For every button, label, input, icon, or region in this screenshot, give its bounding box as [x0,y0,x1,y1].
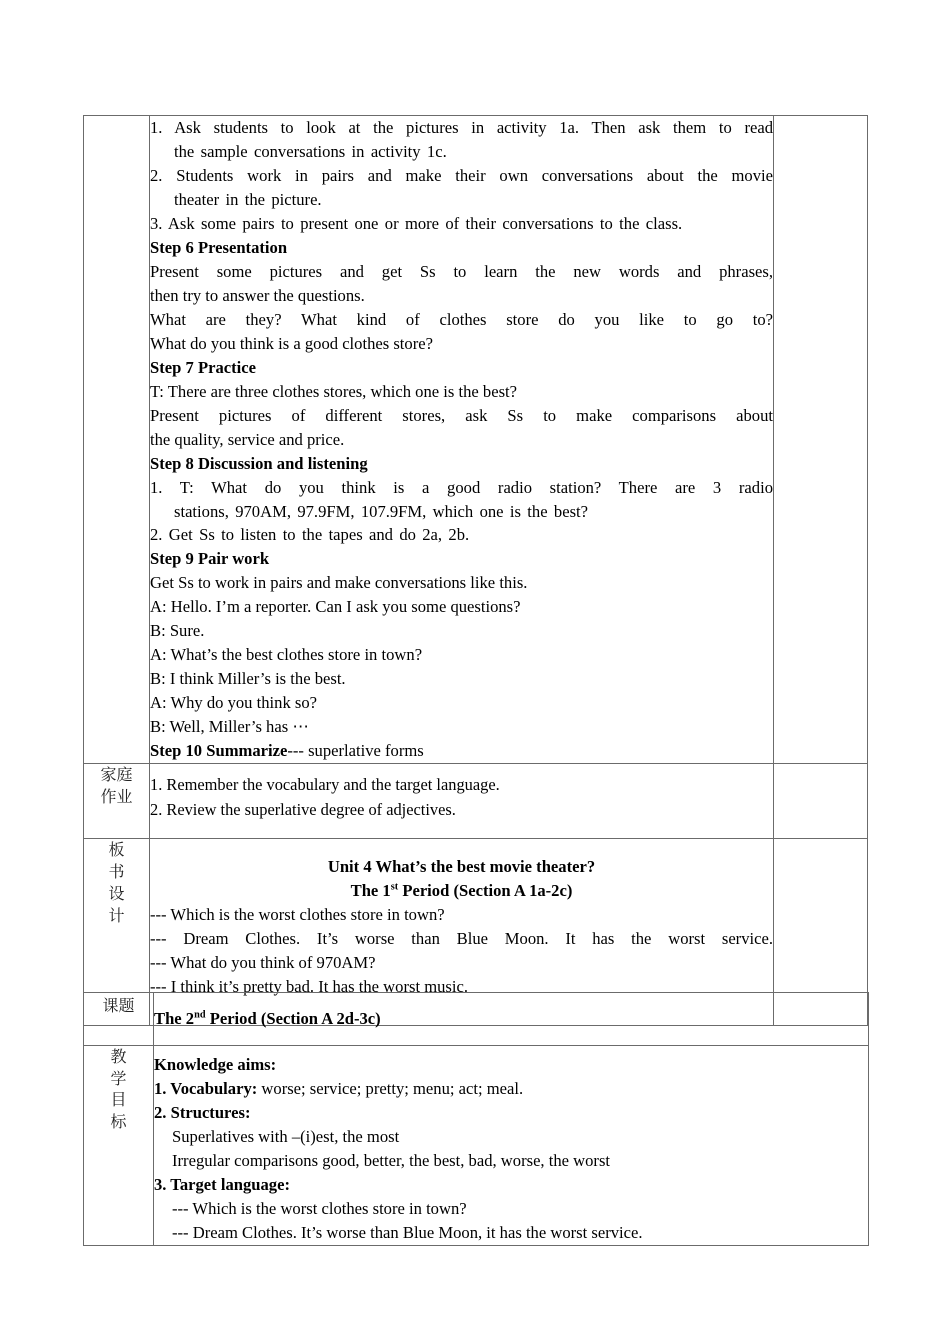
board-qa-line-4: --- I think it’s pretty bad. It has the worst music. [150,977,468,997]
step-8-item-2: 2. Get Ss to listen to the tapes and do 2a, 2b. [150,525,470,545]
objective-structures-heading: 2. Structures: [154,1102,251,1122]
objective-vocabulary [154,1077,868,1101]
step-9-intro: Get Ss to work in pairs and make conversations like this. [150,573,528,593]
board-design-label-char-1: 板 [108,840,125,860]
period-2-title-prefix: The 2 [154,1009,195,1028]
board-title-period [150,879,773,903]
topic-label: 课题 [102,996,135,1015]
homework-cell [150,764,774,839]
lesson-plan-table-period2 [83,992,869,1246]
step-8-heading: Step 8 Discussion and listening [150,453,368,473]
homework-item-2: 2. Review the superlative degree of adjectives. [150,799,456,819]
objective-target-line2: --- Dream Clothes. It’s worse than Blue Moon, it has the worst service. [172,1222,643,1242]
step-6-line1: Present some pictures and get Ss to learn the new words and phrases, [150,261,773,281]
teaching-objectives-label-char-2: 学 [110,1068,127,1088]
table-row [84,1045,869,1245]
notes-column-empty [774,764,868,839]
board-title-period-prefix: The 1 [350,881,391,901]
period-2-title-suffix: Period (Section A 2d-3c) [205,1009,381,1028]
row-label-empty [84,116,150,764]
knowledge-aims-heading: Knowledge aims: [154,1054,277,1074]
objective-target-line1: --- Which is the worst clothes store in town? [172,1198,467,1218]
procedure-item-2-line2: theater in the picture. [174,189,322,209]
objective-vocabulary-list: worse; service; pretty; menu; act; meal. [257,1078,524,1098]
dialogue-line-b3: B: Well, Miller’s has ⋯ [150,717,309,737]
objective-structures-line2: Irregular comparisons good, better, the best, bad, worse, the worst [172,1150,611,1170]
teaching-objectives-label-char-3: 目 [110,1090,127,1110]
teaching-objectives-label-char-1: 教 [110,1046,127,1066]
dialogue-line-a2: A: What’s the best clothes store in town? [150,645,423,665]
step-7-line1: T: There are three clothes stores, which one is the best? [150,381,518,401]
procedure-item-2-line1: 2. Students work in pairs and make their own conversations about the movie [150,165,773,185]
step-10-line [150,739,773,763]
step-10-detail: --- superlative forms [287,741,424,761]
step-7-line3: the quality, service and price. [150,429,345,449]
board-design-label-char-4: 计 [108,905,125,925]
step-8-item-1-line2: stations, 970AM, 97.9FM, 107.9FM, which one is the best? [174,501,589,521]
row-label-homework [84,764,150,839]
board-qa-line-3: --- What do you think of 970AM? [150,953,376,973]
step-10-heading: Step 10 Summarize [150,741,288,761]
board-qa-line-1: --- Which is the worst clothes store in town? [150,905,445,925]
dialogue-line-b1: B: Sure. [150,621,205,641]
period-2-title [154,1007,868,1031]
step-8-item-1-line1: 1. T: What do you think is a good radio station? There are 3 radio [150,477,773,497]
ordinal-suffix-st: st [390,881,399,893]
table-row [84,993,869,1046]
row-label-topic [84,993,154,1046]
objective-target-language-heading: 3. Target language: [154,1174,290,1194]
objective-vocabulary-label: 1. Vocabulary: [154,1078,258,1098]
board-design-label-char-2: 书 [108,862,125,882]
teaching-objectives-label-char-4: 标 [110,1112,127,1132]
table-row [84,116,868,764]
homework-label-line1: 家庭 [100,765,133,785]
dialogue-line-a3: A: Why do you think so? [150,693,318,713]
board-title-period-suffix: Period (Section A 1a-2c) [398,881,573,901]
board-design-label-char-3: 设 [108,883,125,903]
notes-column-empty [774,116,868,764]
procedure-item-1-line2: the sample conversations in activity 1c. [174,141,447,161]
step-9-heading: Step 9 Pair work [150,549,270,569]
step-7-line2: Present pictures of different stores, ask Ss to make comparisons about [150,405,773,425]
ordinal-suffix-nd: nd [194,1009,206,1021]
teaching-procedure-cell [150,116,774,764]
teaching-objectives-cell [154,1045,869,1245]
procedure-item-1-line1: 1. Ask students to look at the pictures in activity 1a. Then ask them to read [150,118,773,137]
topic-cell [154,993,869,1046]
table-row [84,764,868,839]
step-6-heading: Step 6 Presentation [150,237,288,257]
teaching-objectives-label [84,1046,153,1133]
lesson-plan-table-period1 [83,115,868,1026]
homework-item-1: 1. Remember the vocabulary and the target language. [150,775,500,795]
step-6-question1: What are they? What kind of clothes store do you like to go to? [150,309,773,329]
board-design-label [84,839,149,926]
dialogue-line-a1: A: Hello. I’m a reporter. Can I ask you some questions? [150,597,521,617]
step-6-line2: then try to answer the questions. [150,285,365,305]
step-7-heading: Step 7 Practice [150,357,256,377]
objective-structures-line1: Superlatives with –(i)est, the most [172,1126,400,1146]
homework-label [84,764,149,808]
board-title-unit: Unit 4 What’s the best movie theater? [327,857,596,877]
homework-label-line2: 作业 [100,786,133,806]
board-qa-line-2: --- Dream Clothes. It’s worse than Blue Moon. It has the worst service. [150,929,773,949]
dialogue-line-b2: B: I think Miller’s is the best. [150,669,346,689]
step-6-question2: What do you think is a good clothes store? [150,333,433,353]
procedure-item-3: 3. Ask some pairs to present one or more of their conversations to the class. [150,213,683,233]
row-label-teaching-objectives [84,1045,154,1245]
